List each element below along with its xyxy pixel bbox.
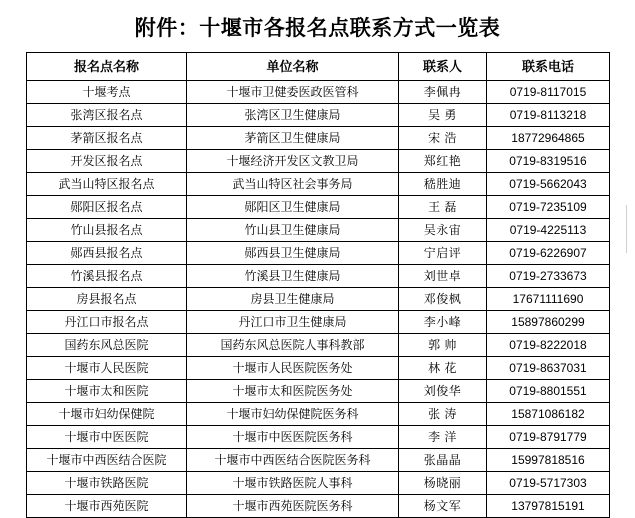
table-row [27,334,610,357]
cell-site: 十堰市中医医院 [27,426,187,449]
cell-unit: 十堰市西苑医院医务科 [187,495,399,518]
cell-phone: 0719-6226907 [487,242,610,265]
cell-phone: 0719-8117015 [487,81,610,104]
cell-unit: 竹溪县卫生健康局 [187,265,399,288]
column-header-person: 联系人 [399,53,487,81]
table-row [27,449,610,472]
cell-site: 十堰市妇幼保健院 [27,403,187,426]
page-title: 附件：十堰市各报名点联系方式一览表 [134,16,501,40]
cell-unit: 十堰市中医医院医务科 [187,426,399,449]
table-body [27,81,610,518]
cell-unit: 竹山县卫生健康局 [187,219,399,242]
cell-site: 丹江口市报名点 [27,311,187,334]
column-header-unit: 单位名称 [187,53,399,81]
cell-phone: 15871086182 [487,403,610,426]
cell-unit: 房县卫生健康局 [187,288,399,311]
cell-person: 王 磊 [399,196,487,219]
cell-site: 十堰市中西医结合医院 [27,449,187,472]
cell-person: 杨文军 [399,495,487,518]
cell-phone: 15897860299 [487,311,610,334]
cell-site: 房县报名点 [27,288,187,311]
table-header-row [27,53,610,81]
cell-site: 竹溪县报名点 [27,265,187,288]
table-row [27,196,610,219]
cell-phone: 0719-2733673 [487,265,610,288]
table-row [27,104,610,127]
cell-unit: 郧阳区卫生健康局 [187,196,399,219]
column-header-site: 报名点名称 [27,53,187,81]
cell-unit: 十堰市铁路医院人事科 [187,472,399,495]
cell-phone: 0719-8801551 [487,380,610,403]
cell-site: 十堰考点 [27,81,187,104]
table-row [27,242,610,265]
cell-unit: 武当山特区社会事务局 [187,173,399,196]
cell-person: 李佩冉 [399,81,487,104]
cell-person: 宁启评 [399,242,487,265]
cell-person: 嵇胜迪 [399,173,487,196]
cell-person: 张晶晶 [399,449,487,472]
cell-person: 郭 帅 [399,334,487,357]
table-row [27,403,610,426]
cell-unit: 十堰市人民医院医务处 [187,357,399,380]
cell-person: 刘俊华 [399,380,487,403]
cell-site: 十堰市太和医院 [27,380,187,403]
cell-phone: 0719-8791779 [487,426,610,449]
table-row [27,311,610,334]
cell-phone: 0719-8319516 [487,150,610,173]
table-row [27,150,610,173]
table-row [27,219,610,242]
cell-person: 邓俊枫 [399,288,487,311]
cell-person: 宋 浩 [399,127,487,150]
page-edge-mark [626,205,635,253]
table-row [27,288,610,311]
table-container [0,52,635,518]
cell-unit: 十堰市妇幼保健院医务科 [187,403,399,426]
cell-person: 张 涛 [399,403,487,426]
cell-phone: 0719-8113218 [487,104,610,127]
table-row [27,173,610,196]
cell-phone: 0719-8222018 [487,334,610,357]
cell-person: 吴永宙 [399,219,487,242]
cell-unit: 茅箭区卫生健康局 [187,127,399,150]
cell-phone: 0719-8637031 [487,357,610,380]
table-row [27,380,610,403]
cell-phone: 15997818516 [487,449,610,472]
cell-unit: 十堰市太和医院医务处 [187,380,399,403]
cell-site: 十堰市西苑医院 [27,495,187,518]
cell-phone: 18772964865 [487,127,610,150]
cell-site: 十堰市人民医院 [27,357,187,380]
cell-site: 十堰市铁路医院 [27,472,187,495]
contact-table [26,52,610,518]
cell-person: 林 花 [399,357,487,380]
table-row [27,265,610,288]
column-header-phone: 联系电话 [487,53,610,81]
table-row [27,495,610,518]
cell-phone: 17671111690 [487,288,610,311]
cell-site: 竹山县报名点 [27,219,187,242]
table-row [27,472,610,495]
cell-site: 开发区报名点 [27,150,187,173]
cell-unit: 十堰经济开发区文教卫局 [187,150,399,173]
cell-site: 郧西县报名点 [27,242,187,265]
cell-site: 张湾区报名点 [27,104,187,127]
cell-person: 杨晓丽 [399,472,487,495]
table-row [27,81,610,104]
cell-unit: 十堰市中西医结合医院医务科 [187,449,399,472]
cell-site: 国药东风总医院 [27,334,187,357]
table-row [27,426,610,449]
cell-phone: 0719-7235109 [487,196,610,219]
cell-phone: 13797815191 [487,495,610,518]
cell-phone: 0719-5662043 [487,173,610,196]
cell-person: 刘世卓 [399,265,487,288]
cell-unit: 十堰市卫健委医政医管科 [187,81,399,104]
cell-phone: 0719-4225113 [487,219,610,242]
cell-person: 李小峰 [399,311,487,334]
cell-person: 郑红艳 [399,150,487,173]
cell-person: 吴 勇 [399,104,487,127]
cell-site: 茅箭区报名点 [27,127,187,150]
cell-person: 李 洋 [399,426,487,449]
cell-unit: 丹江口市卫生健康局 [187,311,399,334]
table-row [27,127,610,150]
cell-phone: 0719-5717303 [487,472,610,495]
cell-site: 郧阳区报名点 [27,196,187,219]
cell-site: 武当山特区报名点 [27,173,187,196]
cell-unit: 郧西县卫生健康局 [187,242,399,265]
cell-unit: 国药东风总医院人事科教部 [187,334,399,357]
table-row [27,357,610,380]
cell-unit: 张湾区卫生健康局 [187,104,399,127]
